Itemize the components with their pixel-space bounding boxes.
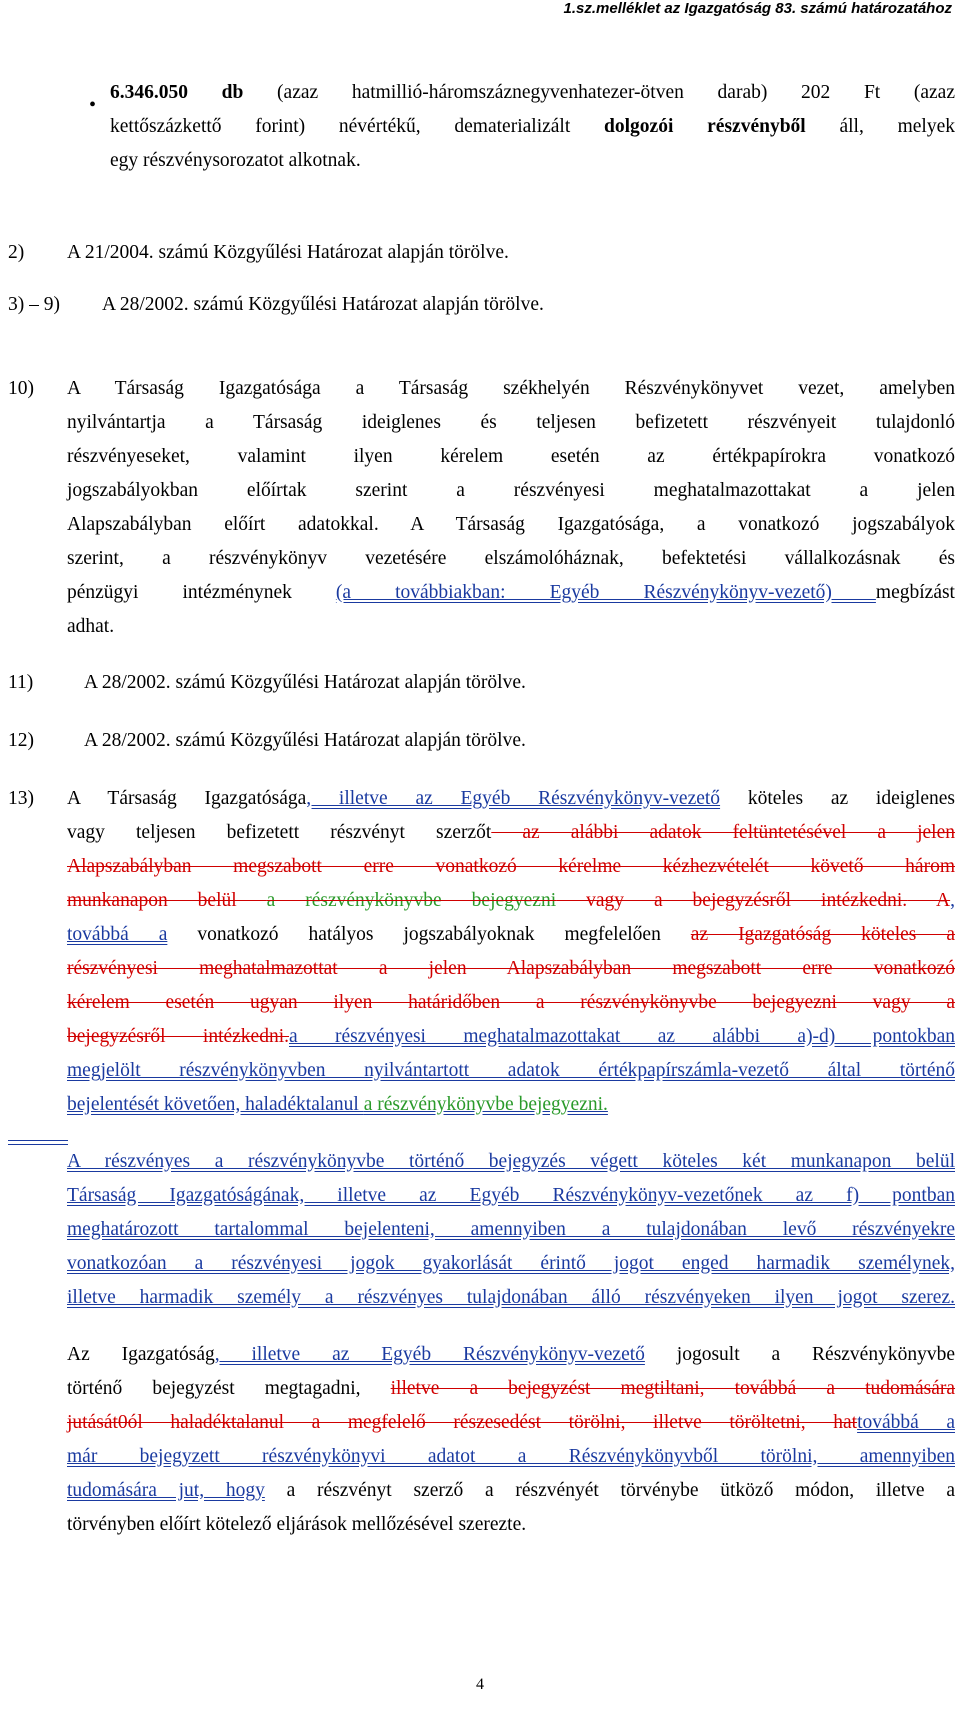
text-line: áll, melyek: [805, 116, 955, 137]
deleted-text: bejegyzésről intézkedni.: [67, 1026, 289, 1047]
item-10-paragraph: [67, 372, 955, 644]
bullet-paragraph: [110, 76, 955, 178]
text-line: szerint, a részvénykönyv vezetésére elszámolóháznak, befektetési vállalkozásnak és: [67, 548, 955, 569]
inserted-paragraph: [67, 1145, 955, 1315]
text-line: vonatkozó hatályos jogszabályoknak megfelelően: [167, 924, 691, 945]
inserted-text: , illetve az Egyéb Részvénykönyv-vezető: [214, 1344, 645, 1365]
inserted-text: , illetve az Egyéb Részvénykönyv-vezető: [306, 788, 721, 809]
item-number: 3) – 9): [8, 294, 60, 315]
text-line: jogszabályokban előírtak szerint a részvényesi meghatalmazottakat a jelen: [67, 480, 955, 501]
bullet-icon: •: [89, 94, 97, 116]
text-line: nyilvántartja a Társaság ideiglenes és teljesen befizetett részvényeit tulajdonló: [67, 412, 955, 433]
change-bar: [8, 1140, 68, 1145]
text-line: Alapszabályban előírt adatokkal. A Társaság Igazgatósága, a vonatkozó jogszabályok: [67, 514, 955, 535]
share-count: 6.346.050 db: [110, 82, 244, 103]
deleted-text: jutását0ól haladéktalanul a megfelelő részesedést törölni, illetve töröltetni, hat: [67, 1412, 858, 1433]
deleted-text: részvényesi meghatalmazottat a jelen Alapszabályban megszabott erre vonatkozó: [67, 958, 955, 979]
item-number: 10): [8, 378, 34, 399]
deleted-text: munkanapon belül: [67, 890, 267, 911]
text-line: jogosult a Részvénykönyvbe: [644, 1344, 955, 1365]
page-number: 4: [476, 1676, 484, 1693]
moved-inserted-text: a részvénykönyvbe bejegyezni.: [363, 1094, 608, 1115]
inserted-text: a részvényesi meghatalmazottakat az alábbi a)-d) pontokban: [289, 1026, 955, 1047]
text-line: megbízást: [875, 582, 955, 603]
item-number: 2): [8, 242, 25, 263]
item-number: 11): [8, 672, 34, 693]
item-number: 13): [8, 788, 34, 809]
text-line: történő bejegyzést megtagadni,: [67, 1378, 391, 1399]
inserted-text: Társaság Igazgatóságának, illetve az Egyéb Részvénykönyv-vezetőnek az f) pontban: [67, 1185, 955, 1206]
inserted-text: megjelölt részvénykönyvben nyilvántartott adatok értékpapírszámla-vezető által történő: [67, 1060, 955, 1081]
text-line: adhat.: [67, 616, 115, 637]
inserted-text: továbbá a: [67, 924, 168, 945]
item-13-paragraph: [67, 782, 955, 1122]
text-line: Az Igazgatóság: [67, 1344, 215, 1365]
refusal-paragraph: [67, 1338, 955, 1542]
header-title: 1.sz.melléklet az Igazgatóság 83. számú határozatához: [563, 0, 952, 17]
inserted-text: (a továbbiakban: Egyéb Részvénykönyv-vezető): [335, 582, 876, 603]
text-line: A Társaság Igazgatósága: [67, 788, 307, 809]
text-line: a részvényt szerző a részvényét törvénybe ütköző módon, illetve a: [264, 1480, 955, 1501]
item-text: A 28/2002. számú Közgyűlési Határozat alapján törölve.: [84, 730, 526, 751]
inserted-text: már bejegyzett részvénykönyvi adatot a Részvénykönyvből törölni, amennyiben: [67, 1446, 955, 1467]
deleted-text: vagy a bejegyzésről intézkedni.: [556, 890, 908, 911]
deleted-text: illetve a bejegyzést megtiltani, továbbá a tudomására: [390, 1378, 956, 1399]
item-number: 12): [8, 730, 34, 751]
text-line: törvényben előírt kötelező eljárások mellőzésével szerezte.: [67, 1514, 527, 1535]
text-line: pénzügyi intézménynek: [67, 582, 336, 603]
text-line: (azaz hatmillió-háromszáznegyvenhatezer-ötven darab) 202 Ft (azaz: [243, 82, 955, 103]
inserted-text: meghatározott tartalommal bejelenteni, amennyiben a tulajdonában levő részvényekre: [67, 1219, 955, 1240]
inserted-text: ,: [950, 890, 955, 911]
text-line: vagy teljesen befizetett részvényt szerzőt: [67, 822, 492, 843]
item-text: A 28/2002. számú Közgyűlési Határozat alapján törölve.: [102, 294, 544, 315]
inserted-text: továbbá a: [857, 1412, 955, 1433]
deleted-text: Alapszabályban megszabott erre vonatkozó kérelme kézhezvételét követő három: [67, 856, 955, 877]
item-text: A 21/2004. számú Közgyűlési Határozat alapján törölve.: [67, 242, 509, 263]
item-text: A 28/2002. számú Közgyűlési Határozat alapján törölve.: [84, 672, 526, 693]
moved-deleted-text: a részvénykönyvbe bejegyezni: [266, 890, 557, 911]
deleted-text: A: [907, 890, 951, 911]
inserted-text: bejelentését követően, haladéktalanul: [67, 1094, 364, 1115]
text-line: A Társaság Igazgatósága a Társaság székhelyén Részvénykönyvet vezet, amelyben: [67, 378, 955, 399]
inserted-text: vonatkozóan a részvényesi jogok gyakorlását érintő jogot enged harmadik személynek,: [67, 1253, 955, 1274]
text-line: kettőszázkettő forint) névértékű, dematerializált: [110, 116, 605, 137]
text-line: részvényeseket, valamint ilyen kérelem esetén az értékpapírokra vonatkozó: [67, 446, 955, 467]
bold-term: dolgozói részvényből: [604, 116, 806, 137]
inserted-text: A részvényes a részvénykönyvbe történő bejegyzés végett köteles két munkanapon belül: [67, 1151, 955, 1172]
inserted-text: illetve harmadik személy a részvényes tulajdonában álló részvényeken ilyen jogot szerez.: [67, 1287, 955, 1308]
inserted-text: tudomására jut, hogy: [67, 1480, 265, 1501]
text-line: egy részvénysorozatot alkotnak.: [110, 150, 361, 171]
deleted-text: kérelem esetén ugyan ilyen határidőben a részvénykönyvbe bejegyezni vagy a: [67, 992, 955, 1013]
text-line: köteles az ideiglenes: [720, 788, 955, 809]
deleted-text: az alábbi adatok feltüntetésével a jelen: [491, 822, 955, 843]
deleted-text: az Igazgatóság köteles a: [690, 924, 956, 945]
